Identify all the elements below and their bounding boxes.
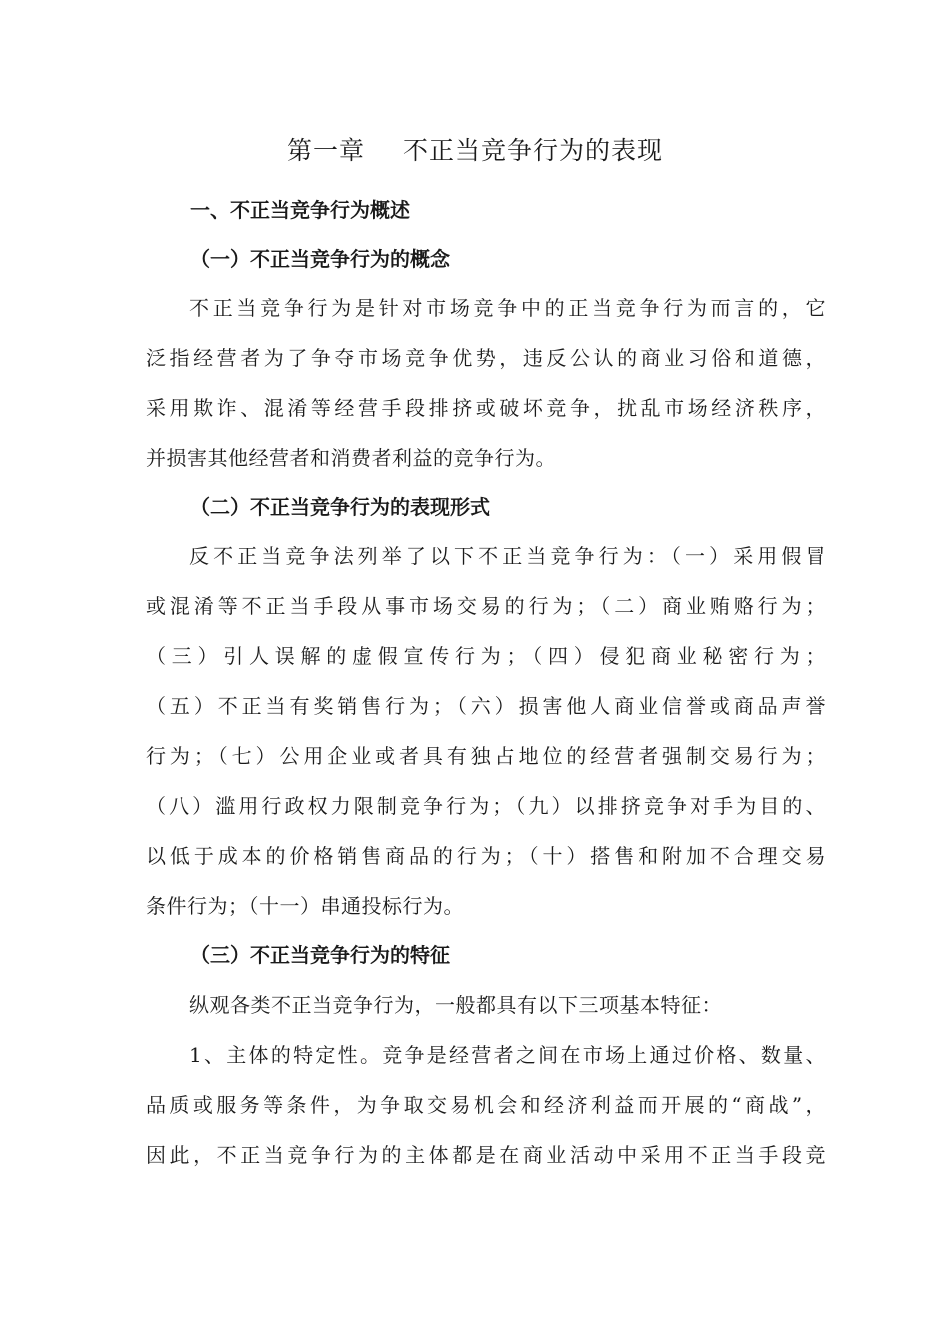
paragraph-line: 纵观各类不正当竞争行为，一般都具有以下三项基本特征： [189, 993, 722, 1017]
paragraph-line: 以低于成本的价格销售商品的行为；（十）搭售和附加不合理交易 [146, 844, 826, 868]
subsection-heading-features: （三）不正当竞争行为的特征 [190, 943, 450, 967]
paragraph-line: 行为；（七）公用企业或者具有独占地位的经营者强制交易行为； [146, 744, 826, 768]
paragraph-line: 品质或服务等条件，为争取交易机会和经济利益而开展的“商战”， [146, 1093, 826, 1117]
paragraph-features-intro [146, 980, 826, 1030]
paragraph-line: 1、主体的特定性。竞争是经营者之间在市场上通过价格、数量、 [189, 1043, 826, 1067]
chapter-number: 第一章 [286, 136, 365, 165]
paragraph-line: 泛指经营者为了争夺市场竞争优势，违反公认的商业习俗和道德， [146, 346, 826, 370]
paragraph-line: 因此，不正当竞争行为的主体都是在商业活动中采用不正当手段竞 [146, 1143, 826, 1167]
paragraph-forms [146, 531, 826, 931]
paragraph-concept [146, 283, 826, 483]
paragraph-line: （八）滥用行政权力限制竞争行为；（九）以排挤竞争对手为目的、 [146, 794, 826, 818]
chapter-title-text: 不正当竞争行为的表现 [403, 136, 664, 165]
paragraph-line: 条件行为；（十一）串通投标行为。 [146, 894, 464, 918]
paragraph-line: 或混淆等不正当手段从事市场交易的行为；（二）商业贿赂行为； [146, 594, 826, 618]
paragraph-line: 采用欺诈、混淆等经营手段排挤或破坏竞争，扰乱市场经济秩序， [146, 396, 826, 420]
paragraph-feature-1 [146, 1030, 826, 1180]
section-heading-overview: 一、不正当竞争行为概述 [190, 198, 410, 222]
subsection-heading-concept: （一）不正当竞争行为的概念 [190, 247, 450, 271]
subsection-heading-forms: （二）不正当竞争行为的表现形式 [190, 495, 490, 519]
paragraph-line: （三）引人误解的虚假宣传行为；（四）侵犯商业秘密行为； [146, 644, 826, 668]
chapter-title [0, 133, 950, 169]
paragraph-line: 不正当竞争行为是针对市场竞争中的正当竞争行为而言的，它 [189, 296, 826, 320]
paragraph-line: 并损害其他经营者和消费者利益的竞争行为。 [146, 446, 556, 470]
paragraph-line: （五）不正当有奖销售行为；（六）损害他人商业信誉或商品声誉 [146, 694, 826, 718]
paragraph-line: 反不正当竞争法列举了以下不正当竞争行为：（一）采用假冒 [189, 544, 826, 568]
